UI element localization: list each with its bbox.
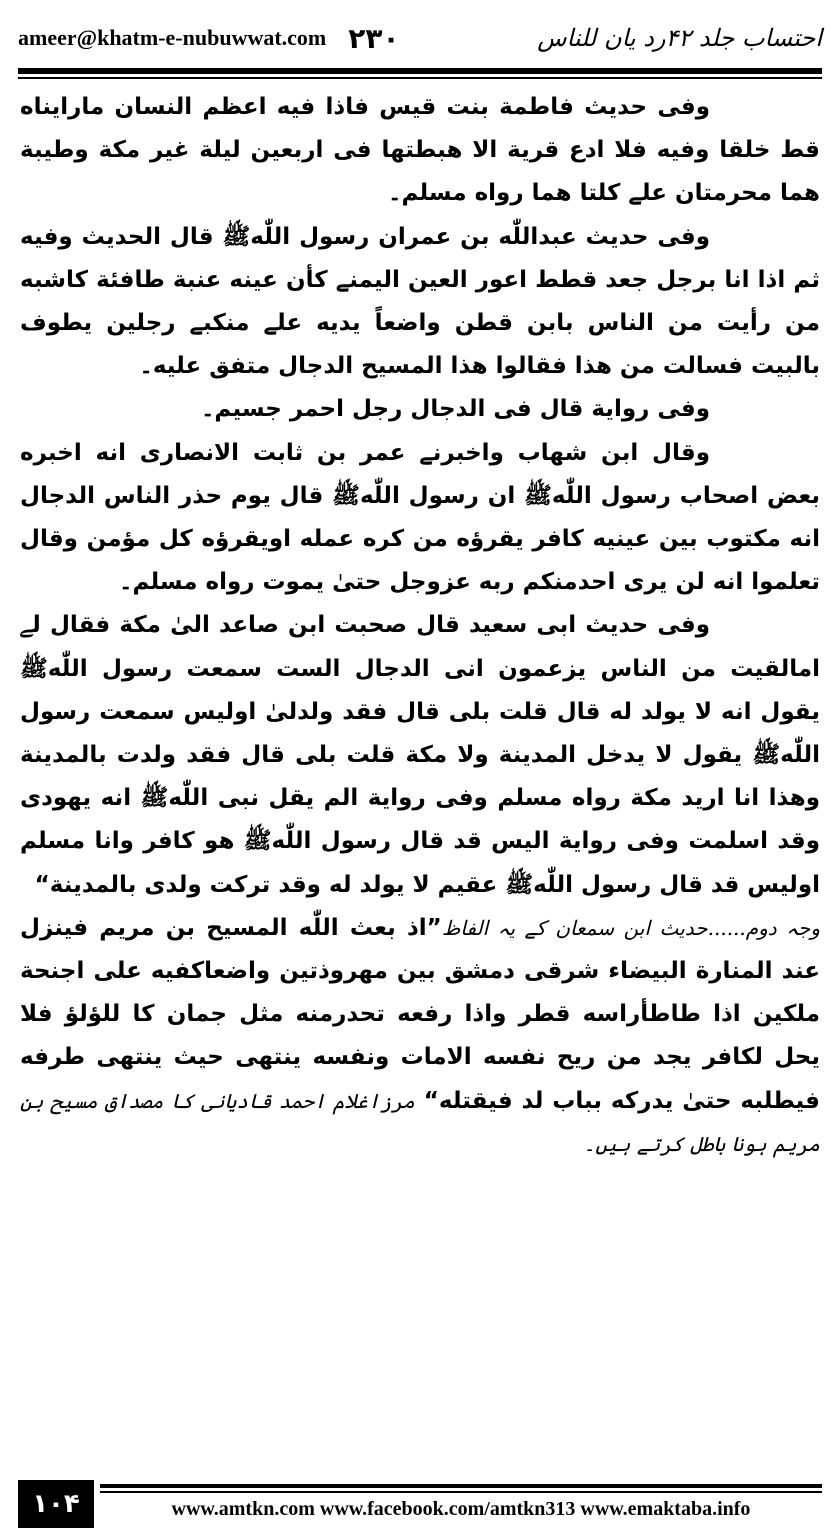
paragraph-wajh-dom [20, 907, 820, 1166]
paragraph-abi-saeed: وفی حدیث ابی سعید قال صحبت ابن صاعد الیٰ مكة فقال لے امالقیت من الناس یزعمون انی الدجال الست سمعت رسول اللّٰهﷺ یقول انه لا یولد له قال قلت بلی قال فقد ولدلیٰ اولیس سمعت رسول اللّٰهﷺ یقول لا یدخل المدینة ولا مكة قلت بلی قال فقد ولدت بالمدینة وهذا انا ارید مكة رواه مسلم وفی روایة الم یقل نبی اللّٰهﷺ انه یهودی وقد اسلمت وفی روایة الیس قد قال رسول اللّٰهﷺ هو كافر وانا مسلم اولیس قد قال رسول اللّٰهﷺ عقیم لا یولد له وقد تركت ولدی بالمدینة“ [20, 612, 820, 898]
footer-rule [100, 1484, 822, 1488]
main-text [20, 86, 820, 1472]
footer-rule-thin [100, 1491, 822, 1493]
page-header [18, 14, 822, 62]
footer-links: www.amtkn.com www.facebook.com/amtkn313 www.emaktaba.info [171, 1498, 751, 1520]
paragraph-riwaya: وفی روایة قال فی الدجال رجل احمر جسیم۔ [200, 396, 710, 423]
paragraph-fatima: وفی حدیث فاطمة بنت قیس فاذا فیه اعظم النسان مارایناه قط خلقا وفیه فلا ادع قریة الا هبطتها فی اربعین لیلة غیر مكة وطیبة هما محرمتان علے كلتا هما رواه مسلم۔ [20, 94, 820, 207]
wajh-text: ”اذ بعث اللّٰه المسیح بن مریم فینزل عند المنارة البیضاء شرقی دمشق بین مهروذتین واضعاكفیه علی اجنحة ملكین اذا طاطأراسه قطر واذا رفعه تحدرمنه مثل جمان كا للؤلؤ فلا یحل لكافر یجد من ریح نفسه الامات ونفسه ینتهی حیث ینتهی طرفه فیطلبه حتیٰ یدركه بباب لد فیقتله“ [20, 914, 820, 1114]
wajh-label: وجہ دوم......حدیث ابن سمعان کے یہ الفاظ [441, 915, 820, 940]
paragraph-ibn-shihab: وقال ابن شهاب واخبرنے عمر بن ثابت الانصاری انه اخبره بعض اصحاب رسول اللّٰهﷺ ان رسول اللّٰهﷺ قال یوم حذر الناس الدجال انه مكتوب بین عینیه كافر یقرؤه من كره عمله اویقرؤه كل مؤمن وقال تعلموا انه لن یری احدمنكم ربه عزوجل حتیٰ یموت رواه مسلم۔ [20, 439, 820, 596]
header-rule [18, 68, 822, 79]
header-book-title: احتساب جلد ۴۲رد یان للناس [537, 24, 822, 52]
header-page-number: ۲۳۰ [348, 21, 400, 55]
paragraph-abdullah: وفی حدیث عبداللّٰه بن عمران رسول اللّٰهﷺ قال الحدیث وفیه ثم اذا انا برجل جعد قطط اعور العین الیمنے كأن عینه عنبة طافئة كاشبه من رأیت من الناس بابن قطن واضعاً یدیه علے منكبے رجلین یطوف بالبیت فسالت من هذا فقالوا هذا المسیح الدجال متفق علیه۔ [20, 223, 820, 380]
footer-page-badge: ۱۰۴ [18, 1480, 94, 1528]
wajh-tail: مرزاغلام احمد قادیانی کا مصداق مسیح بن مریم ہونا باطل کرتے ہیں۔ [20, 1088, 820, 1156]
header-email: ameer@khatm-e-nubuwwat.com [18, 25, 327, 50]
header-left [18, 22, 400, 55]
page-footer [0, 1480, 840, 1540]
